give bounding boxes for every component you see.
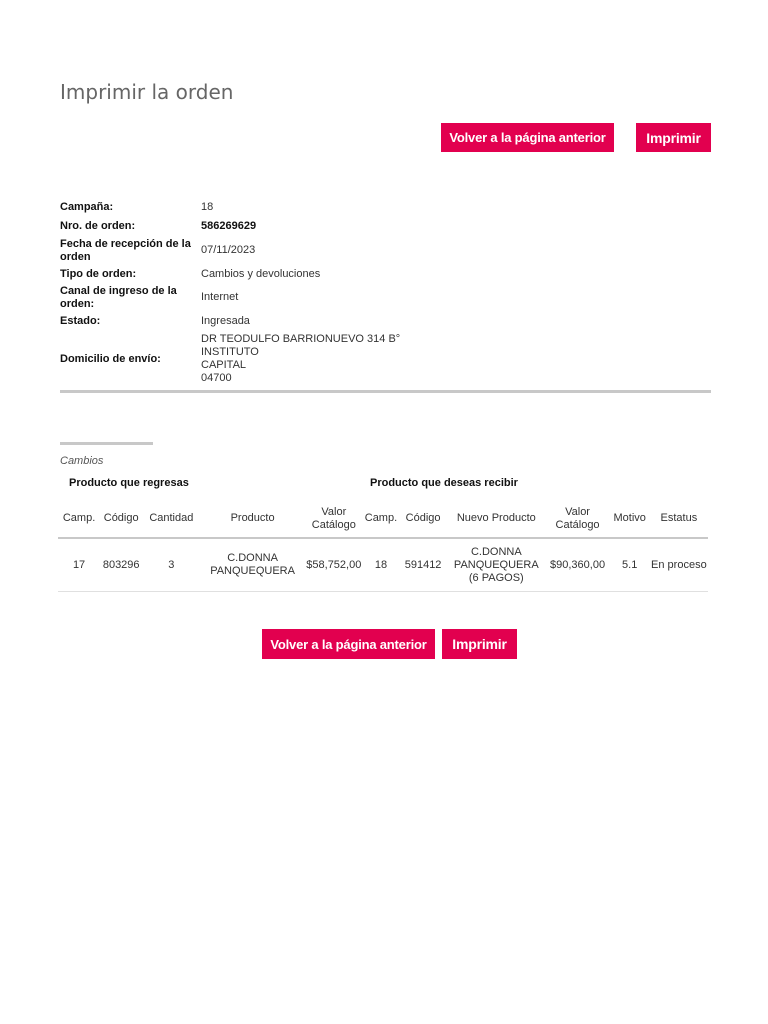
back-button-bottom[interactable]: Volver a la página anterior bbox=[262, 629, 435, 659]
order-row-type bbox=[60, 265, 710, 283]
order-row-channel bbox=[60, 283, 710, 312]
order-label: Canal de ingreso de la orden: bbox=[60, 284, 177, 310]
order-value: DR TEODULFO BARRIONUEVO 314 B° INSTITUTO CAPITAL 04700 bbox=[201, 333, 401, 384]
column-header: Código bbox=[399, 500, 447, 538]
order-label: Fecha de recepción de la orden bbox=[60, 237, 191, 263]
table-cell: 591412 bbox=[399, 538, 447, 592]
order-label: Tipo de orden: bbox=[60, 267, 137, 280]
order-value: Ingresada bbox=[201, 314, 250, 327]
table-cell: $90,360,00 bbox=[545, 538, 609, 592]
order-row-number bbox=[60, 216, 710, 236]
column-header: Valor Catálogo bbox=[305, 500, 363, 538]
changes-table bbox=[58, 500, 708, 592]
table-header-row bbox=[58, 500, 708, 538]
print-button-top[interactable]: Imprimir bbox=[636, 123, 711, 152]
table-cell: 17 bbox=[58, 538, 100, 592]
order-value: Internet bbox=[201, 291, 239, 303]
column-header: Cantidad bbox=[142, 500, 200, 538]
order-value: Cambios y devoluciones bbox=[201, 267, 321, 280]
column-header: Motivo bbox=[610, 500, 650, 538]
order-label: Nro. de orden: bbox=[60, 219, 136, 232]
order-value: 07/11/2023 bbox=[201, 244, 256, 256]
table-cell: $58,752,00 bbox=[305, 538, 363, 592]
section-label-cambios: Cambios bbox=[60, 455, 104, 467]
order-label: Estado: bbox=[60, 314, 101, 327]
order-row-address bbox=[60, 330, 710, 388]
print-button-bottom[interactable]: Imprimir bbox=[442, 629, 517, 659]
table-cell: 3 bbox=[142, 538, 200, 592]
order-row-status bbox=[60, 312, 710, 330]
group-header-return: Producto que regresas bbox=[69, 477, 189, 489]
order-row-date bbox=[60, 236, 710, 265]
table-cell: 5.1 bbox=[610, 538, 650, 592]
table-cell: C.DONNA PANQUEQUERA (6 PAGOS) bbox=[447, 538, 545, 592]
column-header: Camp. bbox=[363, 500, 399, 538]
page-title: Imprimir la orden bbox=[60, 80, 234, 104]
column-header: Camp. bbox=[58, 500, 100, 538]
order-value: 586269629 bbox=[201, 219, 257, 232]
order-label: Domicilio de envío: bbox=[60, 352, 161, 365]
column-header: Valor Catálogo bbox=[545, 500, 609, 538]
column-header: Estatus bbox=[650, 500, 708, 538]
section-divider bbox=[60, 390, 711, 393]
order-label: Campaña: bbox=[60, 200, 114, 213]
column-header: Producto bbox=[200, 500, 304, 538]
column-header: Nuevo Producto bbox=[447, 500, 545, 538]
group-header-receive: Producto que deseas recibir bbox=[370, 477, 518, 489]
table-cell: 803296 bbox=[100, 538, 142, 592]
column-header: Código bbox=[100, 500, 142, 538]
back-button-top[interactable]: Volver a la página anterior bbox=[441, 123, 614, 152]
table-cell: C.DONNA PANQUEQUERA bbox=[200, 538, 304, 592]
table-row bbox=[58, 538, 708, 592]
order-value: 18 bbox=[201, 200, 214, 213]
table-cell: En proceso bbox=[650, 538, 708, 592]
table-cell: 18 bbox=[363, 538, 399, 592]
order-row-campaign bbox=[60, 198, 710, 216]
order-details bbox=[60, 198, 710, 388]
tab-indicator bbox=[60, 442, 153, 445]
